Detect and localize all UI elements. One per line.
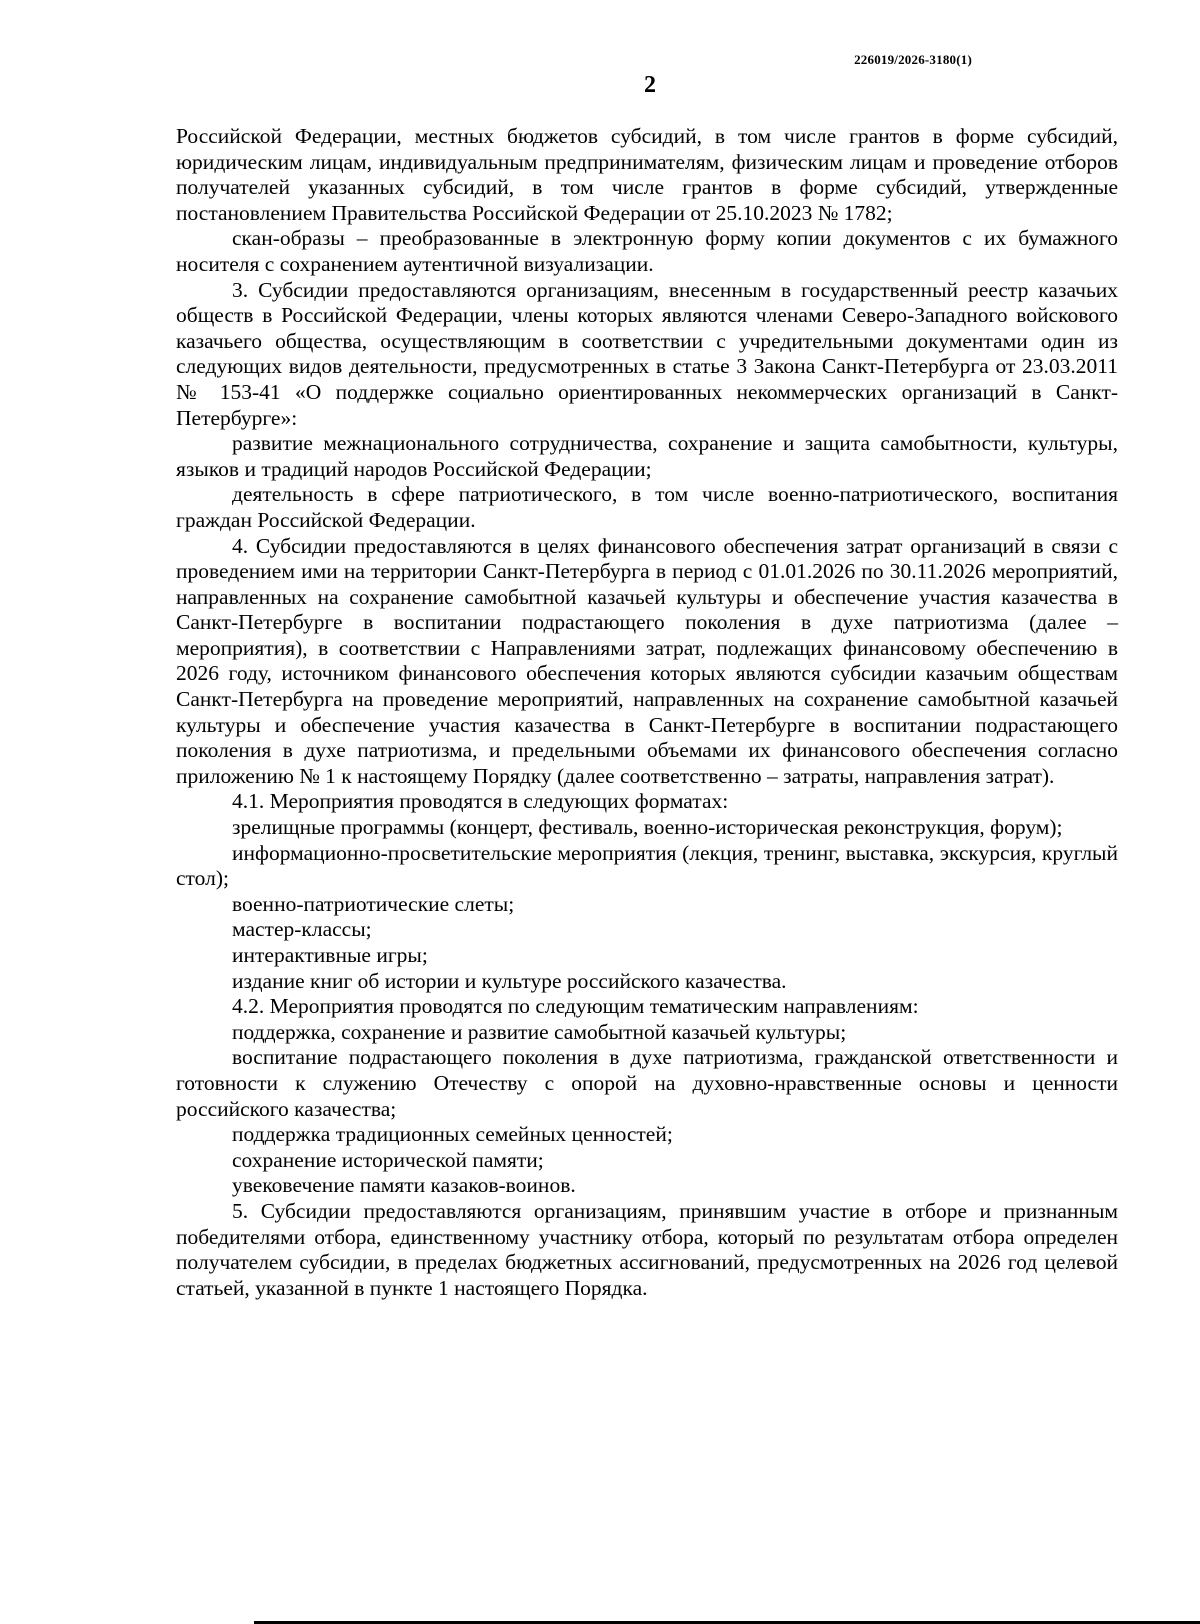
page-number: 2 xyxy=(644,72,656,98)
list-item-theme-family: поддержка традиционных семейных ценностей; xyxy=(232,1122,673,1147)
list-item-theme-warriors: увековечение памяти казаков-воинов. xyxy=(232,1173,576,1198)
list-item-format-educational: информационно-просветительские мероприятия (лекция, тренинг, выставка, экскурсия, круглый стол); xyxy=(176,840,1118,891)
paragraph-item-5: 5. Субсидии предоставляются организациям, принявшим участие в отборе и признанным победителями отбора, единственному участнику отбора, который по результатам отбора определен получателем субсидии, в пределах бюджетных ассигнований, предусмотренных на 2026 год целевой статьей, указанной в пункте 1 настоящего Порядка. xyxy=(176,1198,1118,1300)
paragraph-continuation: Российской Федерации, местных бюджетов субсидий, в том числе грантов в форме субсидий, юридическим лицам, индивидуальным предпринимателям, физическим лицам и проведение отборов получателей указанных субсидий, в том числе грантов в форме субсидий, утвержденные постановлением Правительства Российской Федерации от 25.10.2023 № 1782; xyxy=(176,124,1118,225)
list-item-format-rallies: военно-патриотические слеты; xyxy=(232,891,515,916)
list-item-theme-culture: поддержка, сохранение и развитие самобытной казачьей культуры; xyxy=(232,1019,847,1044)
list-item-theme-memory: сохранение исторической памяти; xyxy=(232,1147,544,1172)
paragraph-item-4-2: 4.2. Мероприятия проводятся по следующим тематическим направлениям: xyxy=(232,994,919,1019)
document-registration-number: 226019/2026-3180(1) xyxy=(854,52,972,67)
list-item-format-master-classes: мастер-классы; xyxy=(232,917,372,942)
list-item-format-games: интерактивные игры; xyxy=(232,943,428,967)
list-item-format-spectacle: зрелищные программы (концерт, фестиваль, военно-историческая реконструкция, форум); xyxy=(232,815,1063,840)
list-item-theme-education: воспитание подрастающего поколения в духе патриотизма, гражданской ответственности и готовности к служению Отечеству с опорой на духовно-нравственные основы и ценности российского казачества; xyxy=(176,1045,1118,1121)
paragraph-activity-patriotic: деятельность в сфере патриотического, в том числе военно-патриотического, воспитания граждан Российской Федерации. xyxy=(176,482,1118,532)
paragraph-activity-interethnic: развитие межнационального сотрудничества, сохранение и защита самобытности, культуры, языков и традиций народов Российской Федерации; xyxy=(176,431,1118,481)
document-body xyxy=(176,124,1118,1301)
paragraph-item-4-1: 4.1. Мероприятия проводятся в следующих форматах: xyxy=(232,789,729,814)
paragraph-item-4: 4. Субсидии предоставляются в целях финансового обеспечения затрат организаций в связи с проведением ими на территории Санкт-Петербурга в период с 01.01.2026 по 30.11.2026 мероприятий, направленных на сохранение самобытной казачьей культуры и обеспечение участия казачества в Санкт-Петербурге в воспитании подрастающего поколения в духе патриотизма (далее – мероприятия), в соответствии с Направлениями затрат, подлежащих финансовому обеспечению в 2026 году, источником финансового обеспечения которых являются субсидии казачьим обществам Санкт-Петербурга на проведение мероприятий, направленных на сохранение самобытной казачьей культуры и обеспечение участия казачества в Санкт-Петербурге в воспитании подрастающего поколения в духе патриотизма, и предельными объемами их финансового обеспечения согласно приложению № 1 к настоящему Порядку (далее соответственно – затраты, направления затрат). xyxy=(176,533,1118,788)
paragraph-scan-images-definition: скан-образы – преобразованные в электронную форму копии документов с их бумажного носителя с сохранением аутентичной визуализации. xyxy=(176,226,1118,276)
paragraph-item-3: 3. Субсидии предоставляются организациям, внесенным в государственный реестр казачьих обществ в Российской Федерации, члены которых являются членами Северо-Западного войскового казачьего общества, осуществляющим в соответствии с учредительными документами один из следующих видов деятельности, предусмотренных в статье 3 Закона Санкт-Петербурга от 23.03.2011 № 153-41 «О поддержке социально ориентированных некоммерческих организаций в Санкт-Петербурге»: xyxy=(176,277,1118,430)
list-item-format-books: издание книг об истории и культуре российского казачества. xyxy=(232,968,787,993)
